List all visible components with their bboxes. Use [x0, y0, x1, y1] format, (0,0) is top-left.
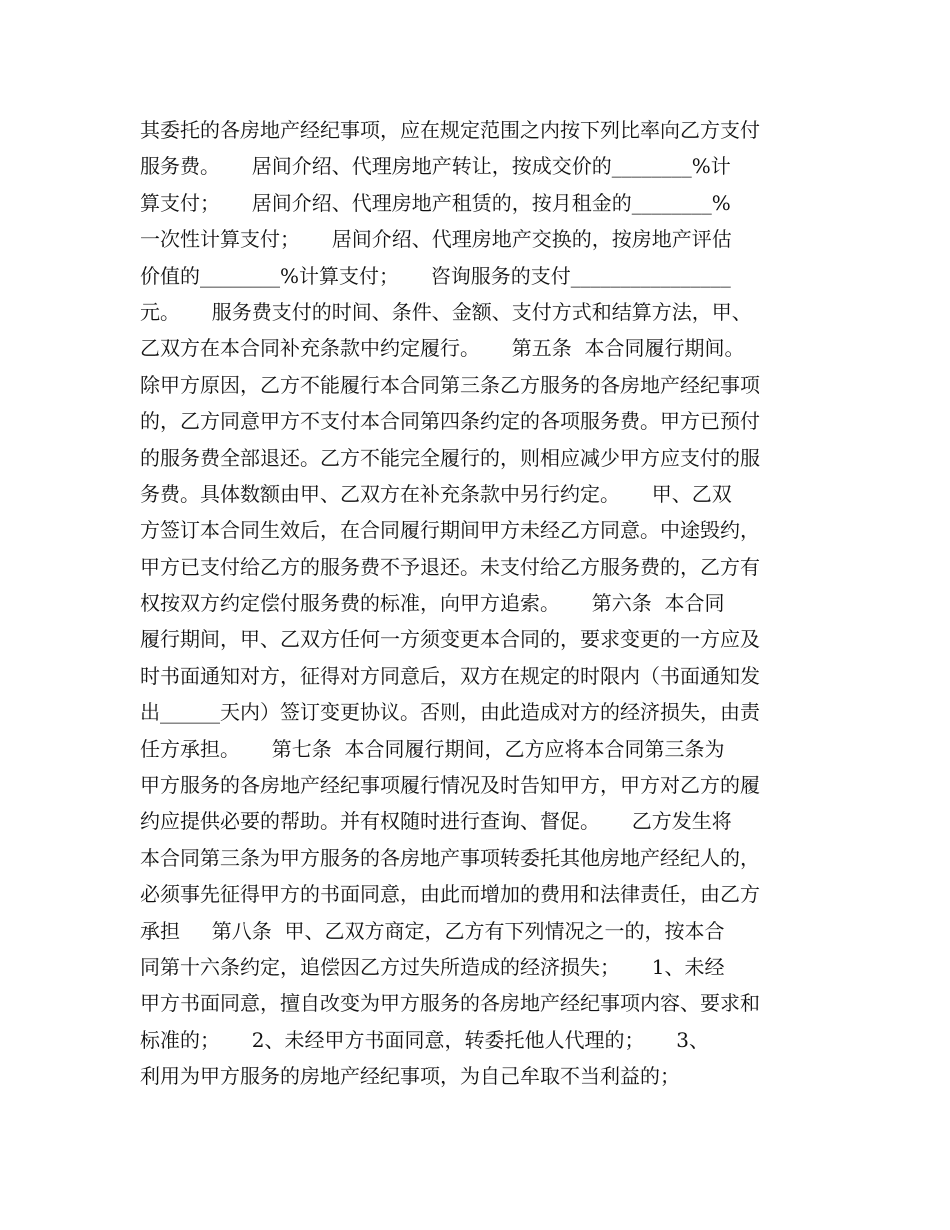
text-line: 方签订本合同生效后，在合同履行期间甲方未经乙方同意。中途毁约，: [140, 518, 760, 543]
text-line: 的服务费全部退还。乙方不能完全履行的，则相应减少甲方应支付的服: [140, 445, 760, 470]
text-line: 甲方书面同意，擅自改变为甲方服务的各房地产经纪事项内容、要求和: [140, 991, 760, 1016]
text-line: 除甲方原因，乙方不能履行本合同第三条乙方服务的各房地产经纪事项: [140, 372, 760, 397]
text-line: 必须事先征得甲方的书面同意，由此而增加的费用和法律责任，由乙方: [140, 882, 760, 907]
text-line: 算支付； 居间介绍、代理房地产租赁的，按月租金的________%: [140, 190, 731, 215]
text-line: 甲方服务的各房地产经纪事项履行情况及时告知甲方，甲方对乙方的履: [140, 773, 760, 798]
text-line: 利用为甲方服务的房地产经纪事项，为自己牟取不当利益的；: [140, 1064, 680, 1089]
text-line: 承担 第八条 甲、乙双方商定，乙方有下列情况之一的，按本合: [140, 918, 725, 943]
text-line: 同第十六条约定，追偿因乙方过失所造成的经济损失； 1、未经: [140, 954, 725, 979]
text-line: 其委托的各房地产经纪事项，应在规定范围之内按下列比率向乙方支付: [140, 118, 760, 142]
text-line: 时书面通知对方，征得对方同意后，双方在规定的时限内（书面通知发: [140, 663, 760, 688]
text-line: 标准的； 2、未经甲方书面同意，转委托他人代理的； 3、: [140, 1027, 710, 1052]
text-line: 本合同第三条为甲方服务的各房地产事项转委托其他房地产经纪人的，: [140, 845, 760, 870]
text-line: 元。 服务费支付的时间、条件、金额、支付方式和结算方法，甲、: [140, 299, 752, 324]
contract-body-text: [140, 112, 830, 1095]
text-line: 的，乙方同意甲方不支付本合同第四条约定的各项服务费。甲方已预付: [140, 409, 760, 434]
text-line: 出______天内）签订变更协议。否则，由此造成对方的经济损失，由责: [140, 700, 760, 725]
text-line: 权按双方约定偿付服务费的标准，向甲方追索。 第六条 本合同: [140, 591, 725, 616]
text-line: 甲方已支付给乙方的服务费不予退还。未支付给乙方服务费的，乙方有: [140, 554, 760, 579]
text-line: 价值的________%计算支付； 咨询服务的支付________________: [140, 263, 731, 288]
text-line: 乙双方在本合同补充条款中约定履行。 第五条 本合同履行期间。: [140, 336, 745, 361]
text-line: 服务费。 居间介绍、代理房地产转让，按成交价的________%计: [140, 154, 731, 179]
text-line: 务费。具体数额由甲、乙双方在补充条款中另行约定。 甲、乙双: [140, 481, 732, 506]
text-line: 约应提供必要的帮助。并有权随时进行查询、督促。 乙方发生将: [140, 809, 732, 834]
text-line: 任方承担。 第七条 本合同履行期间，乙方应将本合同第三条为: [140, 736, 725, 761]
text-line: 履行期间，甲、乙双方任何一方须变更本合同的，要求变更的一方应及: [140, 627, 760, 652]
text-line: 一次性计算支付； 居间介绍、代理房地产交换的，按房地产评估: [140, 227, 732, 252]
